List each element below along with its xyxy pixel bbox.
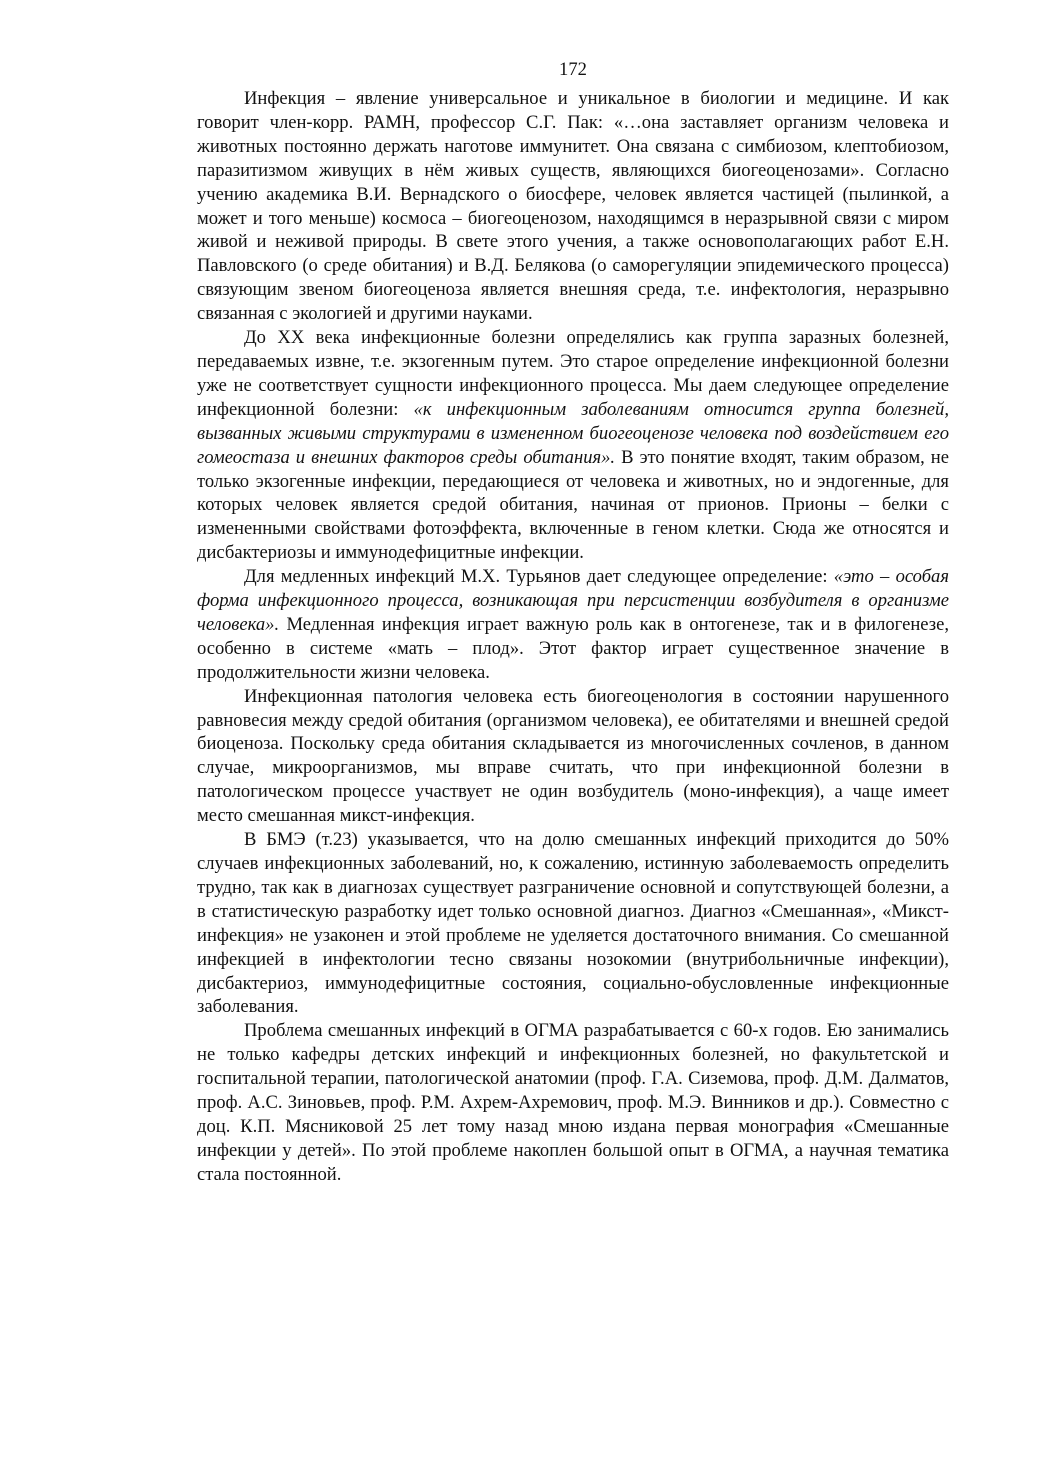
quoted-definition: «к инфекционным заболеваниям относится группа болезней, вызванных живыми структурами в измененном биогеоценозе человека под воздействием его гомеостаза и внешних факторов среды обитания».	[197, 398, 949, 468]
paragraph-infectious-disease-definition	[197, 326, 949, 565]
paragraph-text: В это понятие входят, таким образом, не только экзогенные инфекции, передающиеся от человека и животных, но и эндогенные, для которых человек является средой обитания, начиная от прионов. Прионы – белки с измененными свойствами фотоэффекта, включенные в геном клетки. Сюда же относятся и дисбактериозы и иммунодефицитные инфекции.	[197, 446, 949, 564]
paragraph-ogma-research	[197, 1019, 949, 1186]
paragraph-infection-definition	[197, 87, 949, 326]
paragraph-text: Инфекция – явление универсальное и уникальное в биологии и медицине. И как говорит член-корр. РАМН, профессор С.Г. Пак: «…она заставляет организм человека и животных постоянно держать наготове иммунитет. Она связана с симбиозом, клептобиозом, паразитизмом живущих в нём живых существ, являющихся биогеоценозами». Согласно учению академика В.И. Вернадского о биосфере, человек является частицей (пылинкой, а может и того меньше) космоса – биогеоценозом, находящимся в неразрывной связи с миром живой и неживой природы. В свете этого учения, а также основополагающих работ Е.Н. Павловского (о среде обитания) и В.Д. Белякова (о саморегуляции эпидемического процесса) связующим звеном биогеоценоза является внешняя среда, т.е. инфектология, неразрывно связанная с экологией и другими науками.	[197, 88, 949, 325]
paragraph-text: Для медленных инфекций М.Х. Турьянов дает следующее определение:	[244, 566, 834, 588]
paragraph-text: Проблема смешанных инфекций в ОГМА разрабатывается с 60-х годов. Ею занимались не только кафедры детских инфекций и инфекционных болезней, но факультетской и госпитальной терапии, патологической анатомии (проф. Г.А. Сиземова, проф. Д.М. Далматов, проф. А.С. Зиновьев, проф. Р.М. Ахрем-Ахремович, проф. М.Э. Винников и др.). Совместно с доц. К.П. Мясниковой 25 лет тому назад мною издана первая монография «Смешанные инфекции у детей». По этой проблеме накоплен большой опыт в ОГМА, а научная тематика стала постоянной.	[197, 1020, 949, 1185]
paragraph-text: До XX века инфекционные болезни определялись как группа заразных болезней, передаваемых извне, т.е. экзогенным путем. Это старое определение инфекционной болезни уже не соответствует сущности инфекционного процесса. Мы даем следующее определение инфекционной болезни:	[197, 327, 949, 420]
paragraph-text: Медленная инфекция играет важную роль как в онтогенезе, так и в филогенезе, особенно в системе «мать – плод». Этот фактор играет существенное значение в продолжительности жизни человека.	[197, 613, 949, 683]
paragraph-text: В БМЭ (т.23) указывается, что на долю смешанных инфекций приходится до 50% случаев инфекционных заболеваний, но, к сожалению, истинную заболеваемость определить трудно, так как в диагнозах существует разграничение основной и сопутствующей болезни, а в статистическую разработку идет только основной диагноз. Диагноз «Смешанная», «Микст-инфекция» не узаконен и этой проблеме не уделяется достаточного внимания. Со смешанной инфекцией в инфектологии тесно связаны нозокомии (внутрибольничные инфекции), дисбактериоз, иммунодефицитные состояния, социально-обусловленные инфекционные заболевания.	[197, 829, 949, 1018]
quoted-definition: «это – особая форма инфекционного процесса, возникающая при персистенции возбудителя в организме человека».	[197, 566, 950, 635]
document-page	[197, 58, 949, 1187]
paragraph-text: Инфекционная патология человека есть биогеоценология в состоянии нарушенного равновесия между средой обитания (организмом человека), ее обитателями и внешней средой биоценоза. Поскольку среда обитания складывается из многочисленных сочленов, в данном случае, микроорганизмов, мы вправе считать, что при инфекционной болезни в патологическом процессе участвует не один возбудитель (моно-инфекция), а чаще имеет место смешанная микст-инфекция.	[197, 685, 949, 827]
paragraph-slow-infections	[197, 565, 949, 685]
page-number: 172	[559, 59, 587, 80]
paragraph-mixed-infections-statistics	[197, 828, 949, 1019]
paragraph-infectious-pathology	[197, 685, 949, 828]
